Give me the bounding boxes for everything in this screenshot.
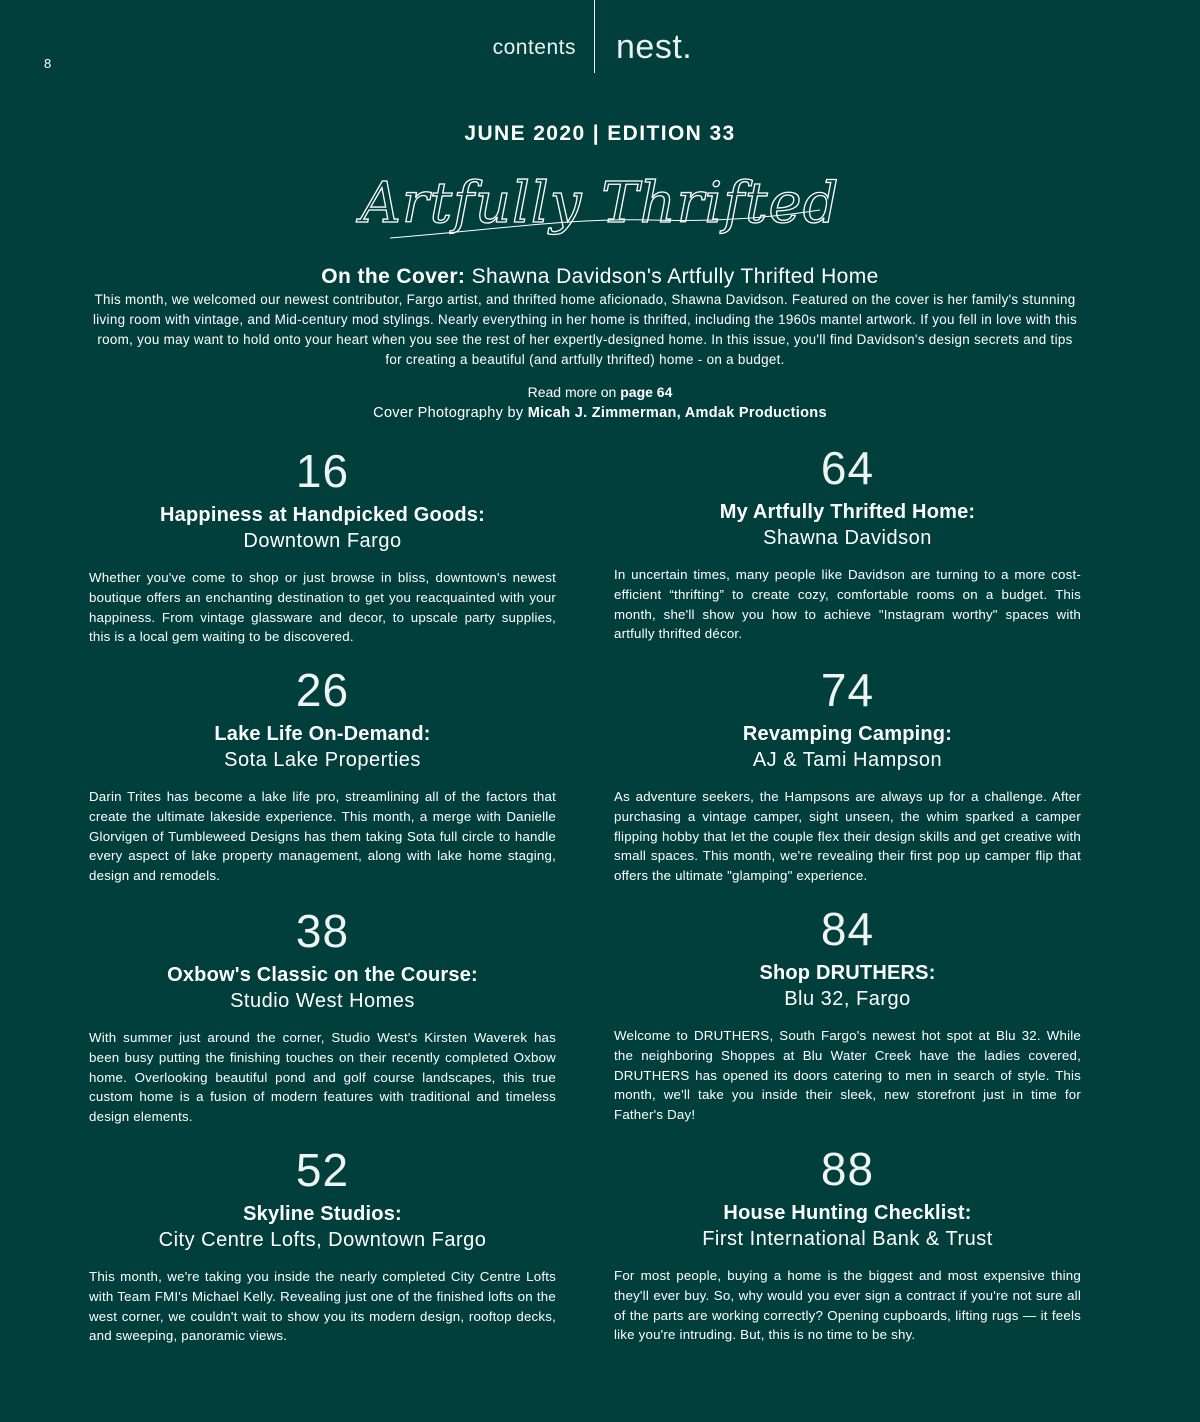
header-divider [594, 0, 595, 73]
article-description: With summer just around the corner, Studio West's Kirsten Waverek has been busy putting the finishing touches on their recently completed Oxbow home. Overlooking beautiful pond and golf course landscapes, this true custom home is a fusion of modern features with traditional and timeless design elements. [89, 1030, 556, 1125]
brand-logo: nest. [616, 28, 693, 66]
section-label: contents [492, 36, 576, 59]
article-subtitle: City Centre Lofts, Downtown Fargo [158, 1229, 487, 1251]
article-entry[interactable] [89, 445, 556, 647]
article-entry[interactable] [89, 905, 556, 1127]
article-page-number: 52 [295, 1144, 350, 1196]
cover-title: Shawna Davidson's Artfully Thrifted Home [471, 265, 879, 288]
article-subtitle: Blu 32, Fargo [784, 988, 911, 1010]
script-title-artwork [350, 160, 850, 270]
read-more-line [0, 384, 1200, 400]
script-title-text: Artfully Thrifted [360, 171, 840, 236]
credit-name: Micah J. Zimmerman, Amdak Productions [527, 405, 827, 421]
article-description: Welcome to DRUTHERS, South Fargo's newest hot spot at Blu 32. While the neighboring Shoppes at Blu Water Creek have the ladies covered, DRUTHERS has opened its doors catering to men in search of style. This month, we'll take you inside their sleek, new storefront just in time for Father's Day! [614, 1028, 1081, 1123]
read-more-prefix: Read more on [527, 384, 617, 400]
article-page-number: 88 [820, 1143, 875, 1195]
read-more-page-link[interactable]: page 64 [620, 384, 673, 400]
article-title: Oxbow's Classic on the Course: [167, 964, 478, 986]
article-page-number: 84 [820, 903, 875, 955]
cover-heading [0, 265, 1200, 289]
cover-description: This month, we welcomed our newest contributor, Fargo artist, and thrifted home aficionado, Shawna Davidson. Featured on the cover is her family's stunning living room with vintage, and Mid-century mod stylings. Nearly everything in her home is thrifted, including the 1960s mantel artwork. If you fell in love with this room, you may want to hold onto your heart when you see the rest of her expertly-designed home. In this issue, you'll find Davidson's design secrets and tips for creating a beautiful (and artfully thrifted) home - on a budget. [93, 292, 1077, 367]
article-page-number: 74 [820, 664, 875, 716]
article-subtitle: Shawna Davidson [763, 527, 932, 549]
article-page-number: 38 [295, 905, 350, 957]
article-subtitle: Studio West Homes [230, 990, 415, 1012]
article-entry[interactable] [89, 664, 556, 886]
article-entry[interactable] [89, 1144, 556, 1346]
article-title: My Artfully Thrifted Home: [719, 501, 976, 523]
article-description: In uncertain times, many people like Davidson are turning to a more cost-efficient “thrifting” to create cozy, comfortable rooms on a budget. This month, she'll show you how to achieve "Instagram worthy" spaces with artfully thrifted décor. [614, 567, 1081, 642]
article-title: Revamping Camping: [742, 723, 953, 745]
article-title: Happiness at Handpicked Goods: [160, 504, 485, 526]
article-entry[interactable] [614, 903, 1081, 1125]
article-page-number: 16 [295, 445, 350, 497]
article-description: For most people, buying a home is the biggest and most expensive thing they'll ever buy. So, why would you ever sign a contract if you're not sure all of the parts are working correctly? Opening cupboards, lifting rugs — it feels like you're intruding. But, this is no time to be shy. [614, 1268, 1081, 1343]
article-description: This month, we're taking you inside the nearly completed City Centre Lofts with Team FMI's Michael Kelly. Revealing just one of the finished lofts on the west corner, we couldn't wait to show you its modern design, rooftop decks, and sweeping, panoramic views. [89, 1269, 556, 1344]
article-subtitle: AJ & Tami Hampson [752, 749, 943, 771]
cover-credit [0, 405, 1200, 421]
article-subtitle: Downtown Fargo [243, 530, 402, 552]
article-title: Shop DRUTHERS: [759, 962, 936, 984]
magazine-header [0, 0, 1200, 74]
article-description: As adventure seekers, the Hampsons are always up for a challenge. After purchasing a vintage camper, sight unseen, the whim sparked a camper flipping hobby that let the couple flex their design skills and get creative with small spaces. This month, we're revealing their first pop up camper flip that offers the ultimate "glamping" experience. [614, 789, 1081, 884]
article-subtitle: First International Bank & Trust [702, 1228, 993, 1250]
script-title-svg [350, 160, 850, 270]
article-title: House Hunting Checklist: [723, 1202, 972, 1224]
edition-heading: JUNE 2020 | EDITION 33 [464, 122, 736, 145]
article-subtitle: Sota Lake Properties [224, 749, 421, 771]
cover-label: On the Cover: [321, 265, 466, 288]
article-page-number: 26 [295, 664, 350, 716]
article-entry[interactable] [614, 442, 1081, 644]
article-entry[interactable] [614, 1143, 1081, 1345]
article-entry[interactable] [614, 664, 1081, 886]
article-title: Skyline Studios: [243, 1203, 402, 1225]
article-description: Darin Trites has become a lake life pro, streamlining all of the factors that create the ultimate lakeside experience. This month, a merge with Danielle Glorvigen of Tumbleweed Designs has them taking Sota full circle to handle every aspect of lake property management, along with lake home staging, design and remodels. [89, 789, 556, 884]
credit-prefix: Cover Photography by [373, 405, 524, 421]
article-page-number: 64 [820, 442, 875, 494]
page-number: 8 [44, 56, 52, 71]
article-description: Whether you've come to shop or just browse in bliss, downtown's newest boutique offers an enchanting destination to get you reacquainted with your happiness. From vintage glassware and decor, to upscale party supplies, this is a local gem waiting to be discovered. [89, 570, 556, 645]
article-title: Lake Life On-Demand: [214, 723, 431, 745]
